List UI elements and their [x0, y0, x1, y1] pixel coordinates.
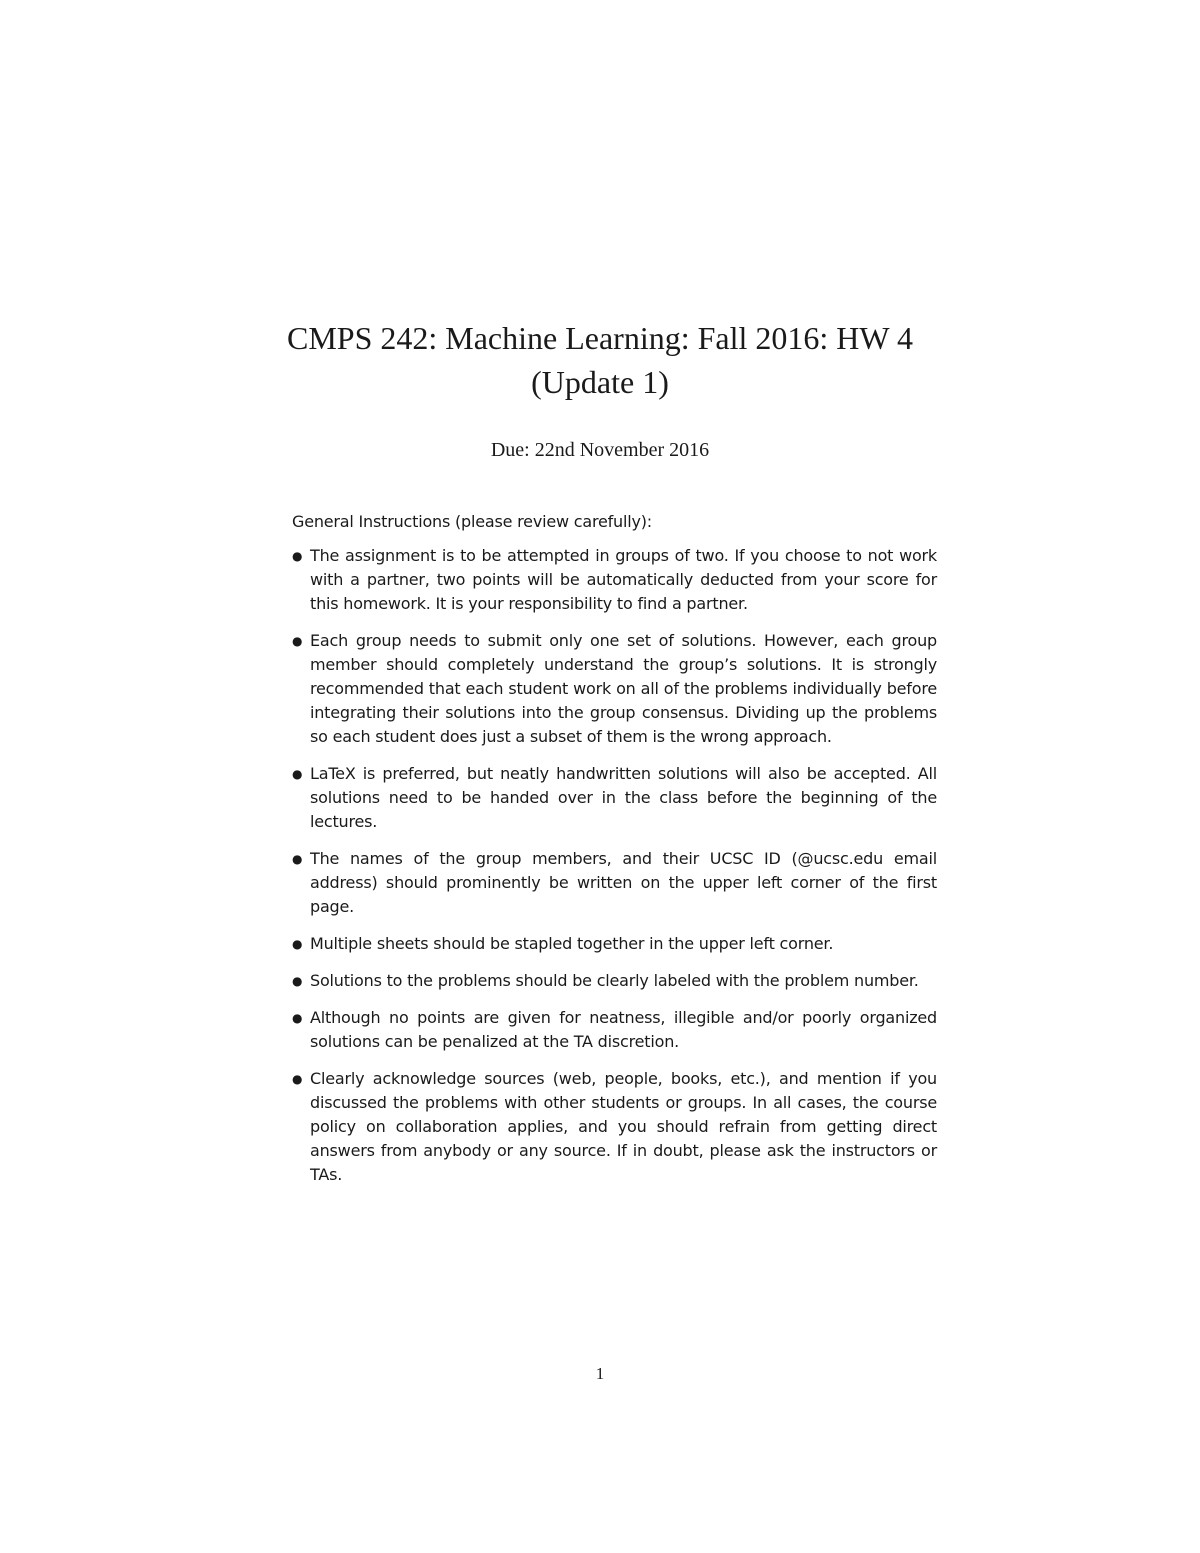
title-line-2: (Update 1) — [531, 364, 669, 400]
list-item-text: The names of the group members, and their UCSC ID (@ucsc.edu email address) should prominently be written on the upper left corner of the first page. — [310, 849, 937, 916]
instructions-intro: General Instructions (please review carefully): — [292, 512, 652, 531]
list-item — [292, 969, 937, 993]
list-item — [292, 544, 937, 616]
list-item — [292, 762, 937, 834]
instructions-list — [292, 544, 937, 1187]
instructions-section — [292, 510, 937, 1200]
page-number: 1 — [595, 1364, 605, 1383]
list-item — [292, 932, 937, 956]
list-item-text: Multiple sheets should be stapled together in the upper left corner. — [310, 934, 834, 953]
bullet-icon: ● — [292, 634, 303, 648]
list-item — [292, 629, 937, 749]
list-item — [292, 1067, 937, 1187]
bullet-icon: ● — [292, 767, 303, 781]
document-title — [0, 316, 1200, 404]
list-item — [292, 847, 937, 919]
list-item-text: Solutions to the problems should be clearly labeled with the problem number. — [310, 971, 919, 990]
bullet-icon: ● — [292, 1011, 303, 1025]
bullet-icon: ● — [292, 852, 303, 866]
list-item-text: Each group needs to submit only one set of solutions. However, each group member should completely understand the group’s solutions. It is strongly recommended that each student work on all of the problems individually before integrating their solutions into the group consensus. Dividing up the problems so each student does just a subset of them is the wrong approach. — [310, 631, 937, 746]
list-item-text: LaTeX is preferred, but neatly handwritten solutions will also be accepted. All solutions need to be handed over in the class before the beginning of the lectures. — [310, 764, 937, 831]
list-item — [292, 1006, 937, 1054]
bullet-icon: ● — [292, 549, 303, 563]
list-item-text: Although no points are given for neatness, illegible and/or poorly organized solutions can be penalized at the TA discretion. — [310, 1008, 937, 1051]
bullet-icon: ● — [292, 937, 303, 951]
list-item-text: Clearly acknowledge sources (web, people, books, etc.), and mention if you discussed the problems with other students or groups. In all cases, the course policy on collaboration applies, and you should refrain from getting direct answers from anybody or any source. If in doubt, please ask the instructors or TAs. — [310, 1069, 937, 1184]
due-date: Due: 22nd November 2016 — [490, 439, 710, 461]
bullet-icon: ● — [292, 974, 303, 988]
list-item-text: The assignment is to be attempted in groups of two. If you choose to not work with a partner, two points will be automatically deducted from your score for this homework. It is your responsibility to find a partner. — [310, 546, 937, 613]
bullet-icon: ● — [292, 1072, 303, 1086]
title-line-1: CMPS 242: Machine Learning: Fall 2016: HW 4 — [286, 320, 914, 356]
